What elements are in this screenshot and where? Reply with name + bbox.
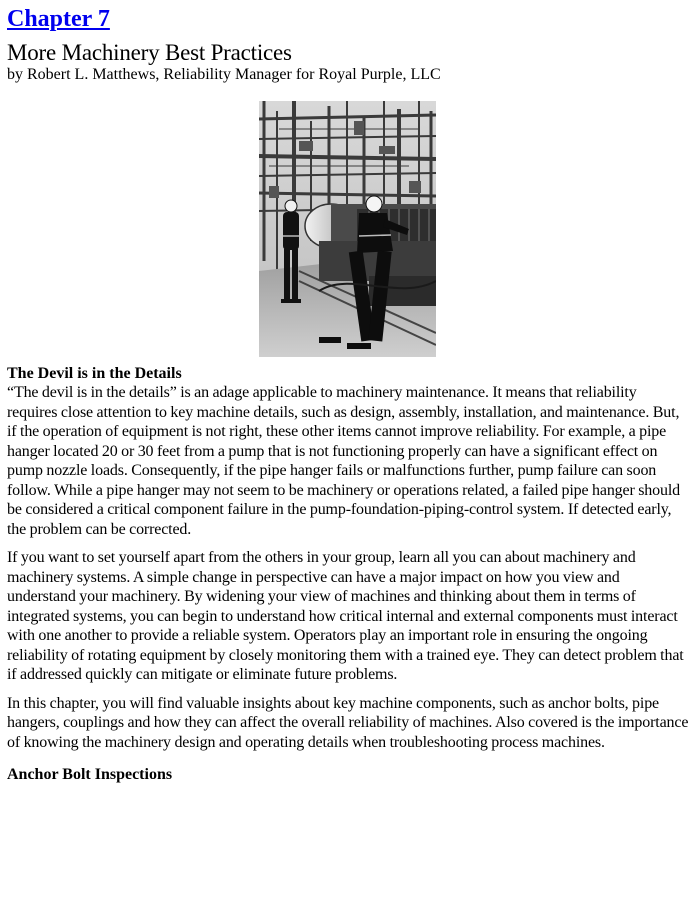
- chapter-link[interactable]: Chapter 7: [7, 6, 110, 32]
- section-heading-anchor-bolt: Anchor Bolt Inspections: [7, 766, 173, 783]
- machinery-photo: [259, 101, 436, 357]
- body-paragraph: In this chapter, you will find valuable insights about key machine components, such as anchor bolts, pipe hangers, couplings and how they can affect the overall reliability of machines. Also covered is the importance of knowing the machinery design and operating details when troubleshooting process machines.: [7, 694, 689, 751]
- author-byline: by Robert L. Matthews, Reliability Manager for Royal Purple, LLC: [7, 66, 441, 83]
- body-paragraph: If you want to set yourself apart from the others in your group, learn all you can about machinery and machinery systems. A simple change in perspective can have a major impact on how you view and understand your machinery. By widening your view of machines and thinking about them in terms of integrated systems, you can begin to understand how critical internal and external components must interact with one another to provide a reliable system. Operators play an important role in ensuring the ongoing reliability of rotating equipment by closely monitoring them with a trained eye. They can detect problem that if addressed quickly can mitigate or eliminate future problems.: [7, 549, 684, 683]
- section-heading-devil-details: The Devil is in the Details: [7, 365, 182, 382]
- body-paragraph: “The devil is in the details” is an adage applicable to machinery maintenance. It means that reliability requires close attention to key machine details, such as design, assembly, installation, and maintenance. But, if the operation of equipment is not right, these other items cannot improve reliability. For example, a pipe hanger located 20 or 30 feet from a pump that is not functioning properly can have a significant effect on pump nozzle loads. Consequently, if the pipe hanger fails or malfunctions further, pump failure can soon follow. While a pipe hanger may not seem to be machinery or operations related, a failed pipe hanger should be considered a critical component failure in the pump-foundation-piping-control system. If detected early, the problem can be corrected.: [7, 384, 680, 538]
- page-title: More Machinery Best Practices: [7, 40, 292, 65]
